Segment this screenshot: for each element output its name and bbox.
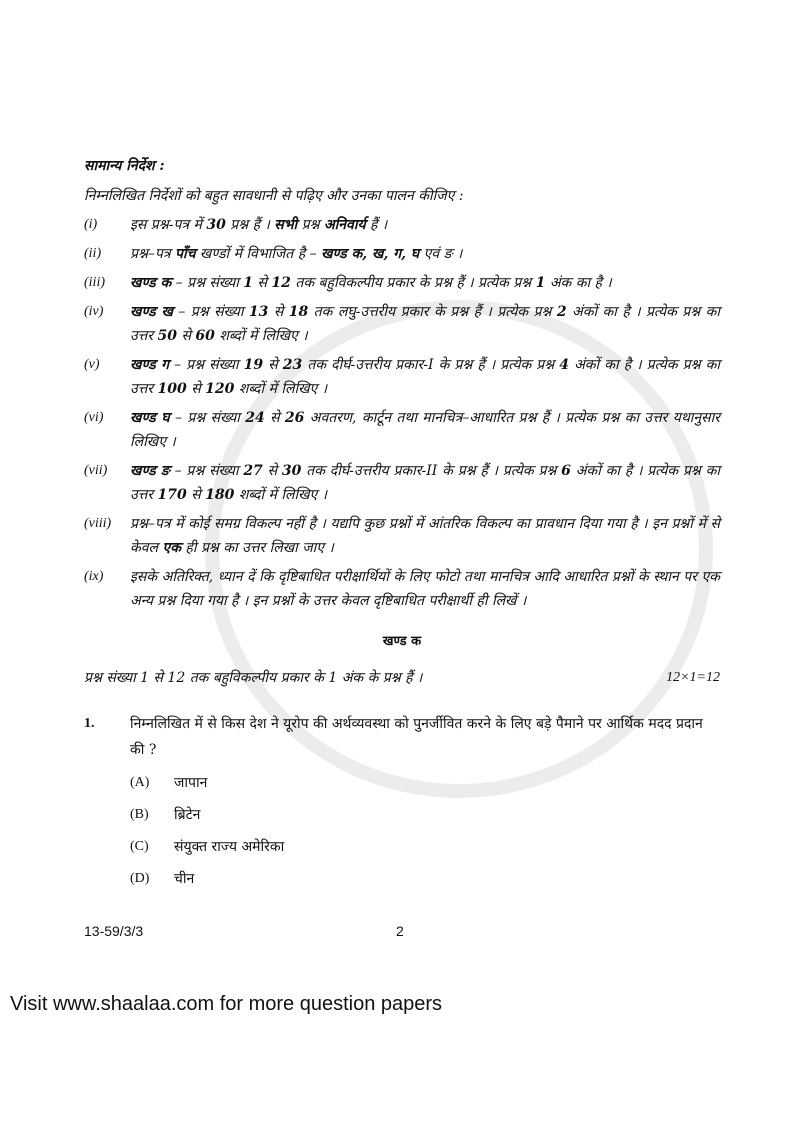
instruction-bold-text: पाँच [175,246,196,262]
instruction-bold-text: 30 [281,463,302,479]
option-b [130,803,720,827]
instruction-text [130,271,720,295]
instruction-bold-text: खण्ड ङ [130,463,170,479]
instruction-text-segment: खण्डों में विभाजित है – [195,246,322,262]
instruction-bold-text: खण्ड घ [130,410,170,426]
instruction-text-segment: एवं ङ । [419,246,463,262]
instruction-text-segment: से [262,463,282,479]
instruction-text-segment: से [268,304,289,320]
instruction-bold-text: 50 [157,328,178,344]
question-1 [84,711,720,763]
instruction-text-segment: से [186,381,206,397]
visit-link-text[interactable]: Visit www.shaalaa.com for more question papers [10,993,443,1015]
instruction-bold-text: 23 [282,357,303,373]
instruction-bold-text: सभी [274,217,298,233]
instruction-bold-text: 100 [157,381,187,397]
instruction-bold-text: 24 [245,410,265,426]
instruction-text-segment: तक बहुविकल्पीय प्रकार के प्रश्न हैं । प्रत्येक प्रश्न [290,275,536,291]
instruction-item [84,353,720,401]
instruction-text [130,300,720,348]
instruction-text-segment: – प्रश्न संख्या [169,463,244,479]
option-label: (A) [130,775,150,790]
instruction-bold-text: खण्ड ग [130,357,169,373]
instruction-text-segment: – प्रश्न संख्या [171,275,244,291]
instruction-bold-text: 13 [248,304,269,320]
instruction-text-segment: तक दीर्घ-उत्तरीय प्रकार-I के प्रश्न हैं । प्रत्येक प्रश्न [302,357,560,373]
page-footer [84,921,720,941]
question-number: 1. [84,716,95,731]
option-label: (B) [130,807,149,822]
instructions-heading: सामान्य निर्देश : [84,158,165,174]
instruction-label: (vii) [84,463,108,478]
paper-code: 13-59/3/3 [84,923,144,939]
instruction-item [84,271,720,295]
instruction-bold-text: 2 [556,304,567,320]
instruction-text-segment: से [177,328,196,344]
section-note: प्रश्न संख्या 1 से 12 तक बहुविकल्पीय प्रकार के 1 अंक के प्रश्न हैं । [84,670,423,686]
instruction-text-segment: से [264,410,285,426]
instruction-bold-text: 6 [561,463,571,479]
instruction-text-segment: शब्दों में लिखिए । [234,381,328,397]
instruction-bold-text: 26 [284,410,305,426]
instruction-label: (iv) [84,304,104,319]
instruction-text-segment: से [253,275,272,291]
instruction-bold-text: 18 [288,304,309,320]
section-marks: 12×1=12 [666,670,720,685]
option-label: (D) [130,871,150,886]
instructions-list [84,213,720,613]
instruction-item [84,565,720,613]
instruction-text-segment: हैं । [365,217,388,233]
instruction-label: (v) [84,357,100,372]
instruction-item [84,213,720,237]
instruction-bold-text: खण्ड क [130,275,172,291]
instruction-text-segment: अवतरण, कार्टून तथा मानचित्र–आधारित प्रश्न हैं । प्रत्येक प्रश्न का उत्तर यथानुसार लिखिए । [130,410,720,450]
instruction-text-segment: ही प्रश्न का उत्तर लिखा जाए । [180,540,334,556]
option-label: (C) [130,839,149,854]
instruction-bold-text: 30 [206,217,226,233]
instruction-bold-text: खण्ड क, ख, ग, घ [321,246,420,262]
instruction-text-segment: इसके अतिरिक्त, ध्यान दें कि दृष्टिबाधित परीक्षार्थियों के लिए फोटो तथा मानचित्र आदि आधारित प्रश्नों के स्थान पर एक अन्य प्रश्न दिया गया है । इन प्रश्नों के उत्तर केवल दृष्टिबाधित परीक्षार्थी ही लिखें । [130,569,720,609]
instruction-item [84,512,720,560]
instruction-text [130,213,720,237]
instruction-text-segment: तक दीर्घ-उत्तरीय प्रकार-II के प्रश्न हैं । प्रत्येक प्रश्न [301,463,562,479]
instruction-label: (viii) [84,516,112,531]
instruction-text-segment: अंकों का है । प्रत्येक प्रश्न का उत्तर [130,357,720,397]
instruction-bold-text: खण्ड ख [130,304,173,320]
instruction-bold-text: 170 [157,487,187,503]
instruction-bold-text: 19 [243,357,264,373]
option-text: ब्रिटेन [174,807,201,823]
instruction-bold-text: 60 [195,328,215,344]
section-header-row [84,667,720,689]
section-title: खण्ड क [382,634,422,649]
instruction-text-segment: से [263,357,283,373]
instruction-item [84,406,720,454]
instruction-text-segment: शब्दों में लिखिए । [234,487,328,503]
option-d [130,867,720,891]
instruction-text-segment: अंक का है । [545,275,612,291]
instruction-text-segment: अंकों का है । प्रत्येक प्रश्न का उत्तर [130,304,720,344]
instruction-item [84,300,720,348]
instruction-text [130,512,720,560]
page-number: 2 [396,923,404,939]
instruction-label: (iii) [84,275,105,290]
option-c [130,835,720,859]
instruction-text-segment: इस प्रश्न-पत्र में [130,217,207,233]
instruction-bold-text: 1 [535,275,546,291]
option-text: जापान [174,775,208,791]
instruction-text-segment: प्रश्न–पत्र में कोई समग्र विकल्प नहीं है । यद्यपि कुछ प्रश्नों में आंतरिक विकल्प का प्रावधान दिया गया है । इन प्रश्नों में से केवल [130,516,720,556]
question-text: निम्नलिखित में से किस देश ने यूरोप की अर्थव्यवस्था को पुनर्जीवित करने के लिए बड़े पैमाने पर आर्थिक मदद प्रदान की ? [130,716,703,758]
instruction-bold-text: अनिवार्य [323,217,366,233]
instructions-intro: निम्नलिखित निर्देशों को बहुत सावधानी से पढ़िए और उनका पालन कीजिए : [84,188,464,204]
instruction-text [130,565,720,613]
instruction-bold-text: 12 [271,275,291,291]
instruction-text [130,459,720,507]
instruction-text-segment: – प्रश्न संख्या [169,410,246,426]
instruction-text-segment: से [186,487,206,503]
instruction-text-segment: – प्रश्न संख्या [172,304,249,320]
instruction-item [84,242,720,266]
option-a [130,771,720,795]
instruction-label: (ix) [84,569,104,584]
instruction-text [130,353,720,401]
instruction-text-segment: – प्रश्न संख्या [169,357,244,373]
instruction-label: (ii) [84,246,102,261]
option-text: संयुक्त राज्य अमेरिका [174,839,285,855]
instruction-bold-text: 4 [559,357,569,373]
instruction-bold-text: 1 [243,275,254,291]
instruction-bold-text: 120 [205,381,235,397]
instruction-text [130,242,720,266]
instruction-text [130,406,720,454]
instruction-text-segment: प्रश्न–पत्र [130,246,175,262]
instruction-bold-text: 27 [243,463,263,479]
instruction-text-segment: शब्दों में लिखिए । [214,328,308,344]
instruction-label: (i) [84,217,98,232]
instruction-item [84,459,720,507]
instruction-bold-text: 180 [205,487,235,503]
instruction-text-segment: प्रश्न [297,217,324,233]
instruction-text-segment: तक लघु-उत्तरीय प्रकार के प्रश्न हैं । प्रत्येक प्रश्न [308,304,557,320]
instruction-text-segment: अंकों का है । प्रत्येक प्रश्न का उत्तर [130,463,720,503]
instruction-label: (vi) [84,410,104,425]
instruction-text-segment: प्रश्न हैं । [225,217,275,233]
instruction-bold-text: एक [162,540,181,556]
option-text: चीन [174,871,195,887]
